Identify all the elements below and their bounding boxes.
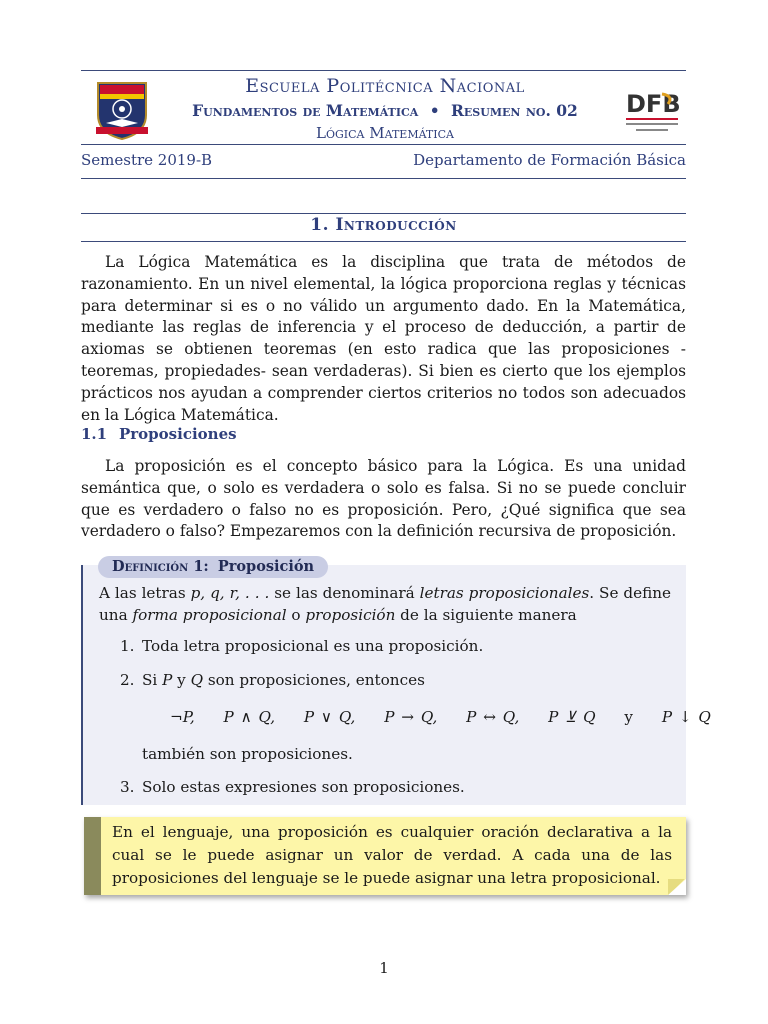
item-number: 2. <box>120 671 135 689</box>
section-top-rule <box>81 213 686 214</box>
item-number: 1. <box>120 637 135 655</box>
formula-neg: ¬P, <box>170 708 195 726</box>
item-mid: y <box>172 671 191 689</box>
course-line <box>150 101 620 120</box>
definition-item-1 <box>120 637 483 655</box>
page-number: 1 <box>379 959 389 977</box>
def-term-proposicion: proposición <box>305 606 396 624</box>
definition-bar <box>81 565 83 805</box>
subsection-number: 1.1 <box>81 425 108 443</box>
subsection-title: Proposiciones <box>119 425 237 443</box>
note-page-curl-edge <box>668 879 686 895</box>
course-name: Fundamentos de Matemática <box>192 101 419 120</box>
formula-iff: P ↔ Q, <box>466 708 520 726</box>
formula-and-word: y <box>624 708 633 726</box>
formula-or: P ∨ Q, <box>303 708 356 726</box>
section-number: 1. <box>310 215 330 235</box>
section-bottom-rule <box>81 241 686 242</box>
def-text-c: . Se define una <box>99 584 672 624</box>
item-text: Toda letra proposicional es una proposición. <box>142 637 484 655</box>
dfb-logo-text: DFB <box>626 90 681 118</box>
summary-number: Resumen no. 02 <box>451 101 578 120</box>
formula-and: P ∧ Q, <box>223 708 276 726</box>
section-name: Introducción <box>335 215 457 235</box>
def-term-letras: letras proposicionales <box>419 584 590 602</box>
topic-title: Lógica Matemática <box>316 124 454 142</box>
header-bottom-rule <box>81 178 686 179</box>
note-bar <box>84 817 101 895</box>
header-mid-rule <box>81 144 686 145</box>
institution-title: Escuela Politécnica Nacional <box>245 75 525 97</box>
formula-xor: P ⊻ Q <box>548 708 596 726</box>
proposiciones-paragraph: La proposición es el concepto básico para la Lógica. Es una unidad semántica que, o solo es verdadera o solo es falsa. Si no se puede concluir que es verdadero o falso no es proposición. Pero, ¿Qué significa que sea verdadero o falso? Empezaremos con la definición recursiva de proposición. <box>81 457 686 541</box>
definition-label <box>98 556 328 578</box>
university-crest-logo <box>92 79 152 141</box>
definition-number: Definición 1: <box>112 558 209 575</box>
def-text-b: se las denominará <box>269 584 420 602</box>
item-var-p: P <box>162 671 173 689</box>
definition-item-2 <box>120 671 425 689</box>
def-letters: p, q, r, . . . <box>190 584 270 602</box>
formula-nor: P ↓ Q <box>661 708 711 726</box>
bullet: • <box>429 101 440 120</box>
connectives-formula <box>170 708 711 726</box>
header-top-rule <box>81 70 686 71</box>
note-box <box>84 817 686 895</box>
definition-intro <box>99 582 671 626</box>
item-number: 3. <box>120 778 135 796</box>
section-title <box>81 215 686 235</box>
definition-name: Proposición <box>217 558 315 575</box>
def-text-d: o <box>286 606 306 624</box>
subsection-heading <box>81 425 237 443</box>
definition-item-3 <box>120 778 465 796</box>
item-var-q: Q <box>190 671 204 689</box>
intro-paragraph: La Lógica Matemática es la disciplina que trata de métodos de razonamiento. En un nivel elemental, la lógica proporciona reglas y técnicas para determinar si es o no válido un argumento dado. En la Matemática, mediante las reglas de inferencia y el proceso de deducción, a partir de axiomas se obtienen teoremas (en esto radica que las proposiciones -teoremas, propiedades- sean verdaderas). Si bien es cierto que los ejemplos prácticos nos ayudan a comprender ciertos criterios no todos son adecuados en la Lógica Matemática. <box>81 253 686 424</box>
def-term-forma: forma proposicional <box>132 606 287 624</box>
def-text-e: de la siguiente manera <box>395 606 577 624</box>
also-propositions: también son proposiciones. <box>142 745 353 763</box>
dfb-logo <box>622 86 682 138</box>
note-text: En el lenguaje, una proposición es cualquier oración declarativa a la cual se le puede asignar un valor de verdad. A cada una de las proposiciones del lenguaje se le puede asignar una letra proposicional. <box>112 823 672 887</box>
item-post: son proposiciones, entonces <box>203 671 425 689</box>
item-text: Solo estas expresiones son proposiciones. <box>142 778 465 796</box>
formula-implies: P → Q, <box>384 708 438 726</box>
def-text-a: A las letras <box>99 584 191 602</box>
department: Departamento de Formación Básica <box>413 151 686 169</box>
item-pre: Si <box>142 671 163 689</box>
semester: Semestre 2019-B <box>81 151 213 169</box>
